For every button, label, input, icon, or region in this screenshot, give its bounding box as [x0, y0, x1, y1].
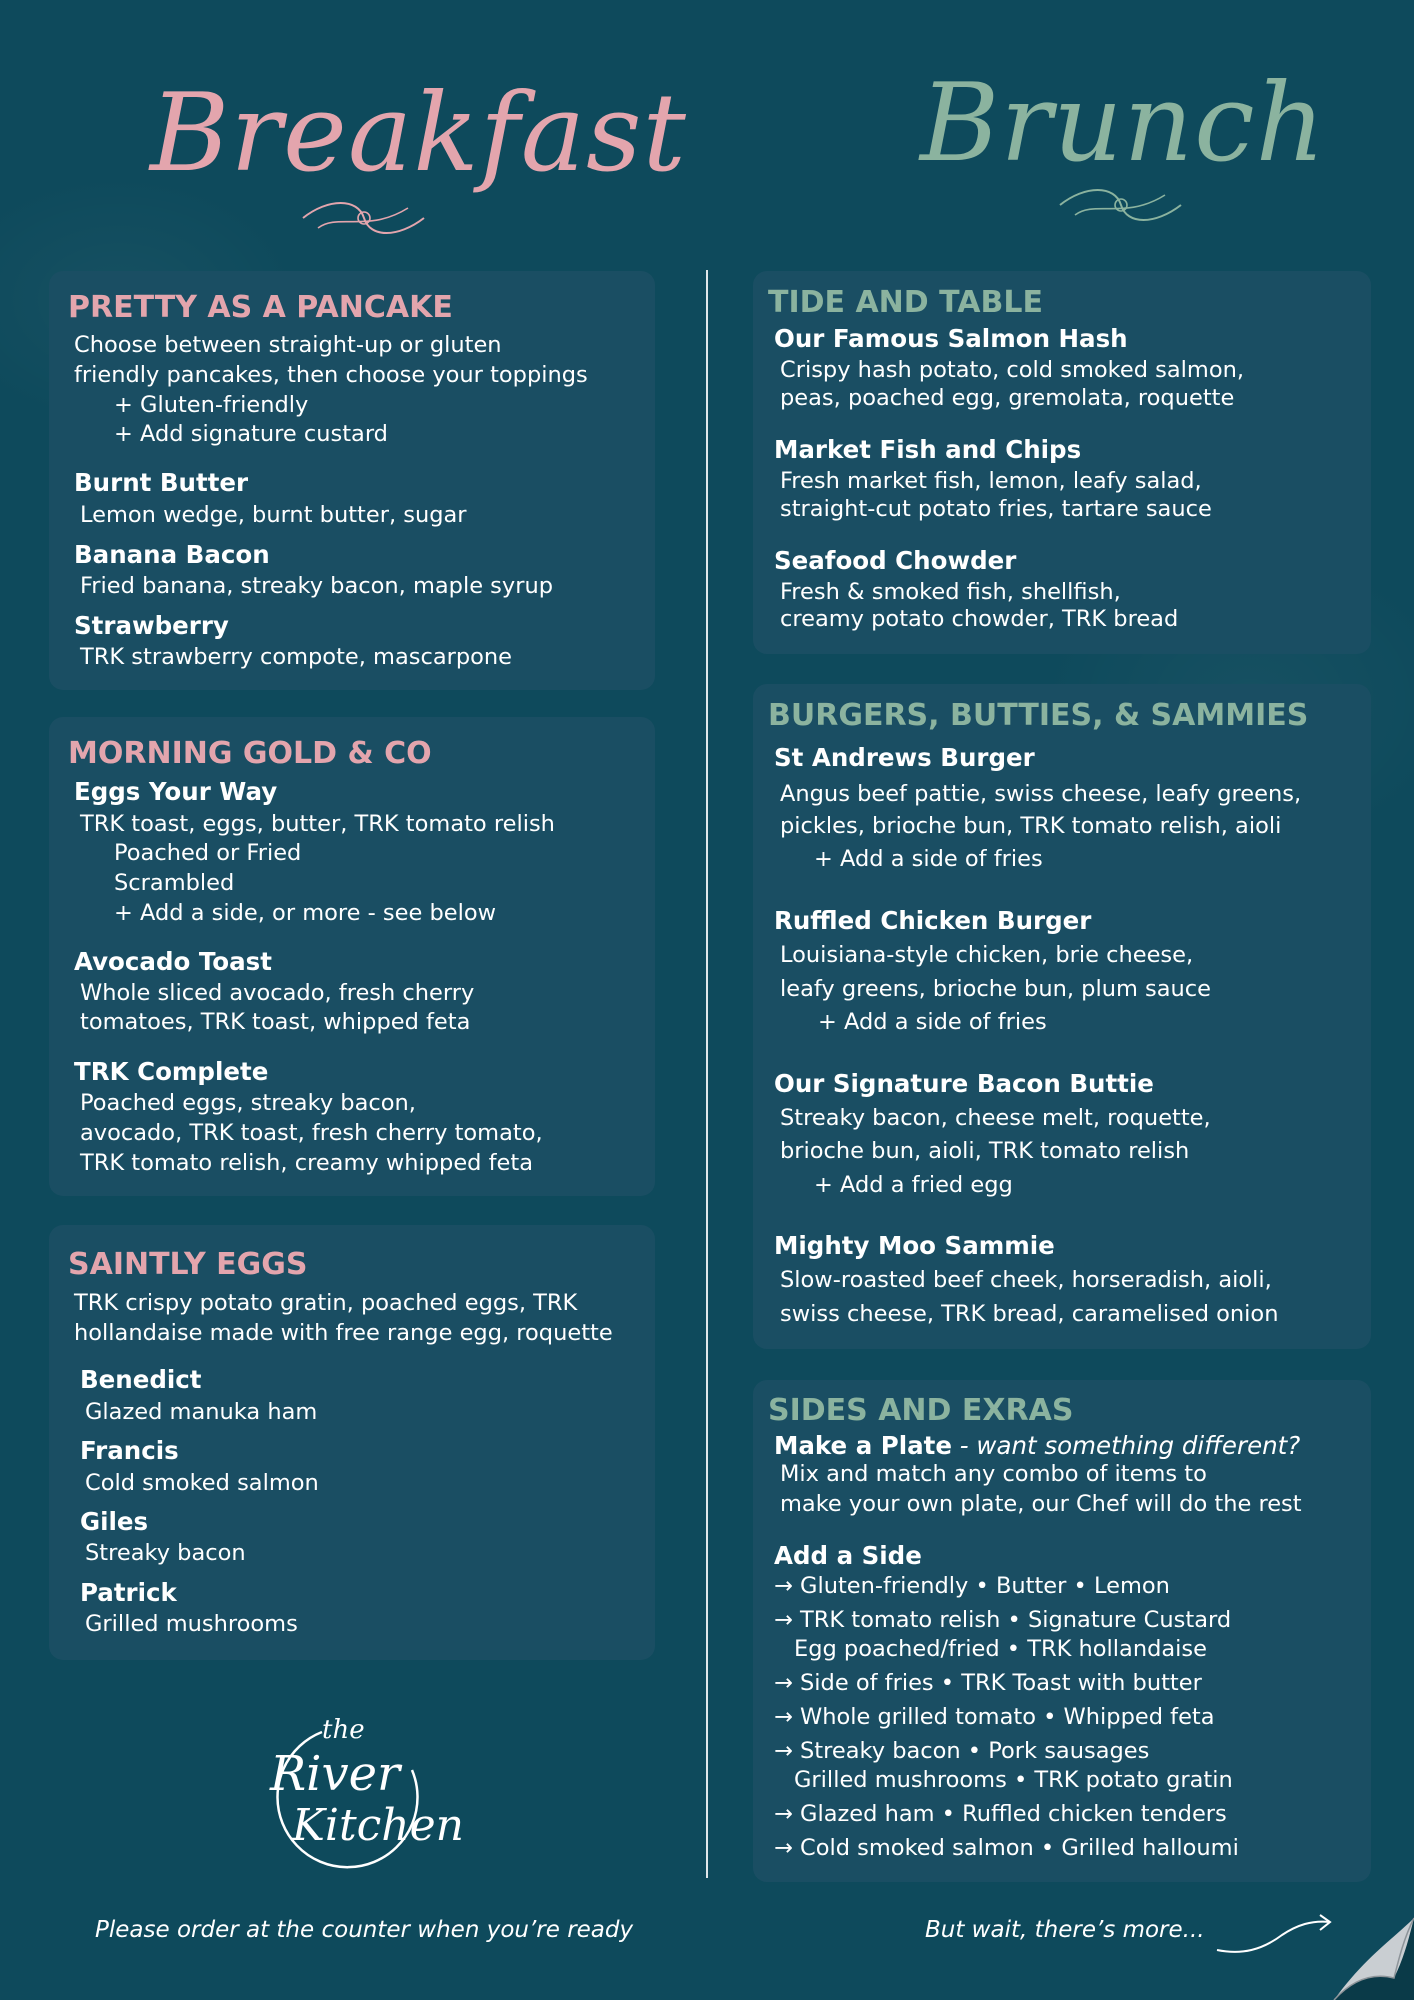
make-a-plate-line — [774, 1431, 1300, 1461]
side-line: → TRK tomato relish • Signature Custard — [774, 1607, 1232, 1633]
saintly-item-name: Giles — [80, 1507, 149, 1536]
pancake-item-name: Strawberry — [74, 611, 229, 640]
burgers-item-option: + Add a side of fries — [814, 846, 1043, 872]
svg-text:the: the — [322, 1715, 365, 1745]
make-a-plate-desc: Mix and match any combo of items to — [780, 1461, 1207, 1487]
make-a-plate-separator: - — [951, 1431, 977, 1460]
burgers-item-option: + Add a side of fries — [818, 1009, 1047, 1035]
saintly-desc-2: hollandaise made with free range egg, roquette — [74, 1320, 613, 1346]
page-curl-icon[interactable] — [1334, 1918, 1414, 2000]
column-divider — [706, 270, 708, 1878]
saintly-item-name: Benedict — [80, 1365, 202, 1394]
tide-item-desc: peas, poached egg, gremolata, roquette — [780, 385, 1235, 411]
footer-order-note: Please order at the counter when you’re ready — [95, 1917, 634, 1943]
pancake-item-desc: TRK strawberry compote, mascarpone — [80, 644, 513, 670]
saintly-item-name: Francis — [80, 1436, 179, 1465]
svg-text:Kitchen: Kitchen — [292, 1800, 464, 1851]
morning-title: MORNING GOLD & CO — [68, 736, 432, 771]
side-line: → Whole grilled tomato • Whipped feta — [774, 1704, 1215, 1730]
footer-more-note: But wait, there’s more... — [925, 1917, 1205, 1943]
burgers-item-desc: leafy greens, brioche bun, plum sauce — [780, 976, 1212, 1002]
brunch-title: Brunch — [920, 61, 1327, 186]
side-line: → Gluten-friendly • Butter • Lemon — [774, 1573, 1170, 1599]
saintly-desc-1: TRK crispy potato gratin, poached eggs, TRK — [74, 1290, 578, 1316]
tide-item-desc: Fresh & smoked fish, shellfish, — [780, 579, 1121, 605]
pancake-desc-1: Choose between straight-up or gluten — [74, 332, 502, 358]
tide-item-desc: creamy potato chowder, TRK bread — [780, 606, 1179, 632]
tide-item-desc: Fresh market fish, lemon, leafy salad, — [780, 468, 1202, 494]
morning-item-desc: avocado, TRK toast, fresh cherry tomato, — [80, 1120, 543, 1146]
saintly-item-name: Patrick — [80, 1578, 177, 1607]
svg-text:River: River — [270, 1746, 400, 1802]
tide-item-name: Our Famous Salmon Hash — [774, 324, 1128, 353]
side-line: → Glazed ham • Ruffled chicken tenders — [774, 1801, 1227, 1827]
burgers-item-name: St Andrews Burger — [774, 743, 1035, 772]
add-a-side-heading: Add a Side — [774, 1541, 922, 1570]
burgers-item-desc: swiss cheese, TRK bread, caramelised onion — [780, 1301, 1279, 1327]
morning-item-name: TRK Complete — [74, 1057, 269, 1086]
morning-item-desc: Whole sliced avocado, fresh cherry — [80, 980, 475, 1006]
burgers-title: BURGERS, BUTTIES, & SAMMIES — [768, 698, 1309, 733]
pancake-title: PRETTY AS A PANCAKE — [68, 290, 453, 325]
morning-item-desc: TRK toast, eggs, butter, TRK tomato relish — [80, 811, 555, 837]
breakfast-title: Breakfast — [150, 71, 687, 196]
morning-item-option: Poached or Fried — [114, 840, 302, 866]
saintly-item-desc: Grilled mushrooms — [85, 1611, 298, 1637]
tide-item-name: Seafood Chowder — [774, 546, 1017, 575]
morning-item-name: Avocado Toast — [74, 947, 272, 976]
saintly-title: SAINTLY EGGS — [68, 1247, 308, 1282]
pancake-option-2: + Add signature custard — [114, 421, 388, 447]
morning-item-desc: TRK tomato relish, creamy whipped feta — [80, 1150, 533, 1176]
burgers-item-name: Mighty Moo Sammie — [774, 1231, 1055, 1260]
tide-item-name: Market Fish and Chips — [774, 435, 1082, 464]
pancake-item-name: Burnt Butter — [74, 468, 249, 497]
saintly-item-desc: Streaky bacon — [85, 1540, 246, 1566]
burgers-item-desc: Louisiana-style chicken, brie cheese, — [780, 942, 1194, 968]
pancake-item-desc: Lemon wedge, burnt butter, sugar — [80, 502, 467, 528]
side-line: → Streaky bacon • Pork sausages — [774, 1738, 1150, 1764]
side-line: Grilled mushrooms • TRK potato gratin — [794, 1767, 1233, 1793]
burgers-item-desc: Angus beef pattie, swiss cheese, leafy greens, — [780, 781, 1302, 807]
make-a-plate-name: Make a Plate — [774, 1431, 952, 1460]
sides-title: SIDES AND EXRAS — [768, 1393, 1074, 1428]
pancake-item-name: Banana Bacon — [74, 540, 270, 569]
burgers-item-desc: Streaky bacon, cheese melt, roquette, — [780, 1105, 1211, 1131]
make-a-plate-tagline: want something different? — [976, 1431, 1301, 1460]
pancake-option-1: + Gluten-friendly — [114, 392, 309, 418]
burgers-item-desc: Slow-roasted beef cheek, horseradish, aioli, — [780, 1267, 1272, 1293]
side-line: Egg poached/fried • TRK hollandaise — [794, 1636, 1207, 1662]
tide-title: TIDE AND TABLE — [768, 285, 1043, 320]
side-line: → Side of fries • TRK Toast with butter — [774, 1670, 1202, 1696]
morning-item-name: Eggs Your Way — [74, 777, 278, 806]
curly-arrow-icon — [1212, 1910, 1337, 1960]
flourish-ornament-left — [298, 193, 430, 243]
morning-item-option: Scrambled — [114, 870, 235, 896]
morning-item-option: + Add a side, or more - see below — [114, 900, 497, 926]
burgers-item-name: Ruffled Chicken Burger — [774, 906, 1092, 935]
side-line: → Cold smoked salmon • Grilled halloumi — [774, 1835, 1239, 1861]
tide-item-desc: Crispy hash potato, cold smoked salmon, — [780, 357, 1245, 383]
burgers-item-option: + Add a fried egg — [814, 1172, 1013, 1198]
river-kitchen-logo — [262, 1700, 464, 1880]
morning-item-desc: Poached eggs, streaky bacon, — [80, 1090, 416, 1116]
make-a-plate-desc: make your own plate, our Chef will do the rest — [780, 1491, 1302, 1517]
flourish-ornament-right — [1055, 180, 1187, 230]
tide-item-desc: straight-cut potato fries, tartare sauce — [780, 496, 1212, 522]
pancake-item-desc: Fried banana, streaky bacon, maple syrup — [80, 573, 554, 599]
saintly-item-desc: Cold smoked salmon — [85, 1470, 319, 1496]
burgers-item-desc: pickles, brioche bun, TRK tomato relish, aioli — [780, 813, 1282, 839]
morning-item-desc: tomatoes, TRK toast, whipped feta — [80, 1009, 471, 1035]
pancake-desc-2: friendly pancakes, then choose your toppings — [74, 362, 588, 388]
burgers-item-desc: brioche bun, aioli, TRK tomato relish — [780, 1138, 1190, 1164]
saintly-item-desc: Glazed manuka ham — [85, 1399, 318, 1425]
burgers-item-name: Our Signature Bacon Buttie — [774, 1069, 1154, 1098]
